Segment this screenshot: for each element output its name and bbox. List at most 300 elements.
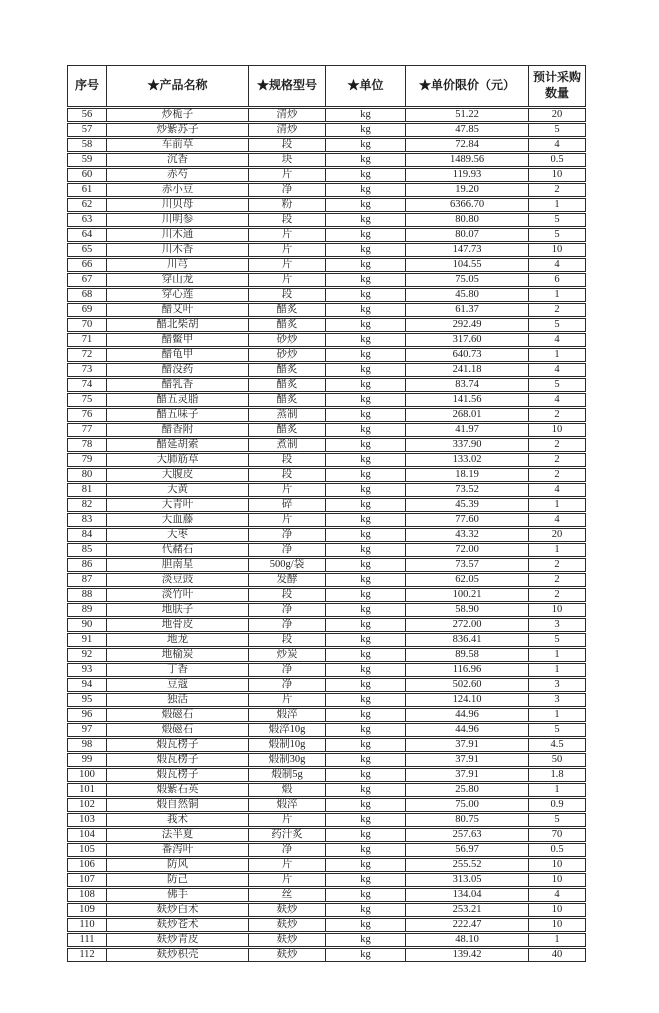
row-index-cell: 68 (67, 288, 107, 302)
unit-price-cell: 45.80 (406, 288, 529, 302)
quantity-cell: 6 (529, 273, 586, 287)
row-index-cell: 85 (67, 543, 107, 557)
unit-cell: kg (326, 468, 406, 482)
spec-model-cell: 蒸制 (249, 408, 326, 422)
table-row (67, 513, 586, 527)
unit-price-cell: 62.05 (406, 573, 529, 587)
unit-cell: kg (326, 693, 406, 707)
row-index-cell: 64 (67, 228, 107, 242)
unit-price-cell: 337.90 (406, 438, 529, 452)
column-header-index: 序号 (67, 65, 107, 107)
product-name-cell: 地骨皮 (107, 618, 249, 632)
unit-cell: kg (326, 168, 406, 182)
spec-model-cell: 净 (249, 618, 326, 632)
spec-model-cell: 醋炙 (249, 378, 326, 392)
product-name-cell: 番泻叶 (107, 843, 249, 857)
quantity-cell: 0.5 (529, 153, 586, 167)
unit-cell: kg (326, 288, 406, 302)
quantity-cell: 1 (529, 933, 586, 947)
column-header-planned-purchase-qty: 预计采购数量 (529, 65, 586, 107)
quantity-cell: 3 (529, 678, 586, 692)
unit-price-cell: 222.47 (406, 918, 529, 932)
quantity-cell: 1 (529, 543, 586, 557)
quantity-cell: 4 (529, 513, 586, 527)
unit-cell: kg (326, 708, 406, 722)
row-index-cell: 103 (67, 813, 107, 827)
unit-price-cell: 58.90 (406, 603, 529, 617)
table-row (67, 618, 586, 632)
unit-price-cell: 100.21 (406, 588, 529, 602)
quantity-cell: 5 (529, 633, 586, 647)
spec-model-cell: 醋炙 (249, 318, 326, 332)
row-index-cell: 101 (67, 783, 107, 797)
unit-price-cell: 73.52 (406, 483, 529, 497)
table-row (67, 678, 586, 692)
table-row (67, 558, 586, 572)
quantity-cell: 2 (529, 438, 586, 452)
unit-cell: kg (326, 333, 406, 347)
spec-model-cell: 片 (249, 273, 326, 287)
product-name-cell: 麸炒苍术 (107, 918, 249, 932)
spec-model-cell: 炒炭 (249, 648, 326, 662)
row-index-cell: 72 (67, 348, 107, 362)
table-row (67, 153, 586, 167)
spec-model-cell: 醋炙 (249, 303, 326, 317)
row-index-cell: 109 (67, 903, 107, 917)
product-name-cell: 淡豆豉 (107, 573, 249, 587)
table-row (67, 498, 586, 512)
row-index-cell: 62 (67, 198, 107, 212)
spec-model-cell: 丝 (249, 888, 326, 902)
row-index-cell: 71 (67, 333, 107, 347)
row-index-cell: 81 (67, 483, 107, 497)
spec-model-cell: 麸炒 (249, 948, 326, 962)
unit-cell: kg (326, 828, 406, 842)
table-row (67, 948, 586, 962)
table-row (67, 663, 586, 677)
quantity-cell: 3 (529, 693, 586, 707)
product-name-cell: 地龙 (107, 633, 249, 647)
column-header-product-name: ★产品名称 (107, 65, 249, 107)
row-index-cell: 95 (67, 693, 107, 707)
quantity-cell: 2 (529, 453, 586, 467)
product-name-cell: 淡竹叶 (107, 588, 249, 602)
product-name-cell: 赤小豆 (107, 183, 249, 197)
spec-model-cell: 片 (249, 258, 326, 272)
quantity-cell: 4 (529, 483, 586, 497)
product-name-cell: 莪术 (107, 813, 249, 827)
unit-price-cell: 313.05 (406, 873, 529, 887)
unit-cell: kg (326, 948, 406, 962)
product-name-cell: 佛手 (107, 888, 249, 902)
product-name-cell: 煅紫石英 (107, 783, 249, 797)
spec-model-cell: 净 (249, 843, 326, 857)
spec-model-cell: 碎 (249, 498, 326, 512)
table-row (67, 273, 586, 287)
unit-cell: kg (326, 588, 406, 602)
quantity-cell: 0.9 (529, 798, 586, 812)
unit-price-cell: 37.91 (406, 768, 529, 782)
spec-model-cell: 煅淬 (249, 798, 326, 812)
quantity-cell: 20 (529, 528, 586, 542)
row-index-cell: 73 (67, 363, 107, 377)
table-row (67, 258, 586, 272)
column-header-unit-price-limit: ★单价限价（元） (406, 65, 529, 107)
table-row (67, 303, 586, 317)
spec-model-cell: 麸炒 (249, 903, 326, 917)
table-row (67, 168, 586, 182)
unit-cell: kg (326, 228, 406, 242)
product-name-cell: 醋没药 (107, 363, 249, 377)
unit-cell: kg (326, 813, 406, 827)
row-index-cell: 67 (67, 273, 107, 287)
unit-price-cell: 44.96 (406, 723, 529, 737)
row-index-cell: 80 (67, 468, 107, 482)
quantity-cell: 1 (529, 348, 586, 362)
unit-cell: kg (326, 198, 406, 212)
row-index-cell: 70 (67, 318, 107, 332)
unit-price-cell: 73.57 (406, 558, 529, 572)
row-index-cell: 63 (67, 213, 107, 227)
spec-model-cell: 清炒 (249, 108, 326, 122)
quantity-cell: 2 (529, 558, 586, 572)
quantity-cell: 2 (529, 183, 586, 197)
table-row (67, 933, 586, 947)
unit-price-cell: 25.80 (406, 783, 529, 797)
column-header-spec-model: ★规格型号 (249, 65, 326, 107)
product-name-cell: 大枣 (107, 528, 249, 542)
product-name-cell: 川芎 (107, 258, 249, 272)
spec-model-cell: 段 (249, 138, 326, 152)
product-name-cell: 麸炒白术 (107, 903, 249, 917)
unit-price-cell: 72.00 (406, 543, 529, 557)
unit-price-cell: 134.04 (406, 888, 529, 902)
row-index-cell: 79 (67, 453, 107, 467)
quantity-cell: 10 (529, 168, 586, 182)
unit-cell: kg (326, 378, 406, 392)
quantity-cell: 4.5 (529, 738, 586, 752)
quantity-cell: 2 (529, 468, 586, 482)
row-index-cell: 88 (67, 588, 107, 602)
quantity-cell: 10 (529, 858, 586, 872)
quantity-cell: 10 (529, 918, 586, 932)
row-index-cell: 110 (67, 918, 107, 932)
product-name-cell: 胆南星 (107, 558, 249, 572)
unit-price-cell: 37.91 (406, 738, 529, 752)
table-row (67, 123, 586, 137)
unit-price-cell: 75.00 (406, 798, 529, 812)
unit-price-cell: 19.20 (406, 183, 529, 197)
spec-model-cell: 段 (249, 468, 326, 482)
spec-model-cell: 醋炙 (249, 393, 326, 407)
product-name-cell: 丁香 (107, 663, 249, 677)
quantity-cell: 4 (529, 258, 586, 272)
unit-price-cell: 72.84 (406, 138, 529, 152)
quantity-cell: 10 (529, 873, 586, 887)
unit-cell: kg (326, 258, 406, 272)
unit-price-cell: 147.73 (406, 243, 529, 257)
quantity-cell: 70 (529, 828, 586, 842)
unit-price-cell: 75.05 (406, 273, 529, 287)
product-name-cell: 车前草 (107, 138, 249, 152)
quantity-cell: 4 (529, 393, 586, 407)
unit-cell: kg (326, 903, 406, 917)
table-row (67, 333, 586, 347)
unit-cell: kg (326, 273, 406, 287)
row-index-cell: 56 (67, 108, 107, 122)
product-name-cell: 独活 (107, 693, 249, 707)
unit-cell: kg (326, 753, 406, 767)
row-index-cell: 87 (67, 573, 107, 587)
table-row (67, 813, 586, 827)
unit-cell: kg (326, 348, 406, 362)
product-name-cell: 穿山龙 (107, 273, 249, 287)
table-row (67, 573, 586, 587)
spec-model-cell: 段 (249, 588, 326, 602)
quantity-cell: 5 (529, 123, 586, 137)
product-name-cell: 煅磁石 (107, 708, 249, 722)
unit-cell: kg (326, 798, 406, 812)
quantity-cell: 2 (529, 408, 586, 422)
unit-cell: kg (326, 618, 406, 632)
row-index-cell: 65 (67, 243, 107, 257)
unit-cell: kg (326, 633, 406, 647)
unit-cell: kg (326, 393, 406, 407)
unit-cell: kg (326, 213, 406, 227)
quantity-cell: 1 (529, 498, 586, 512)
spec-model-cell: 醋炙 (249, 363, 326, 377)
unit-price-cell: 317.60 (406, 333, 529, 347)
unit-price-cell: 47.85 (406, 123, 529, 137)
table-row (67, 213, 586, 227)
unit-price-cell: 6366.70 (406, 198, 529, 212)
spec-model-cell: 煅淬 (249, 708, 326, 722)
unit-price-cell: 45.39 (406, 498, 529, 512)
quantity-cell: 5 (529, 228, 586, 242)
unit-cell: kg (326, 933, 406, 947)
table-row (67, 393, 586, 407)
table-row (67, 363, 586, 377)
quantity-cell: 2 (529, 573, 586, 587)
product-name-cell: 川明参 (107, 213, 249, 227)
unit-price-cell: 836.41 (406, 633, 529, 647)
unit-price-cell: 104.55 (406, 258, 529, 272)
unit-cell: kg (326, 408, 406, 422)
unit-cell: kg (326, 678, 406, 692)
quantity-cell: 4 (529, 888, 586, 902)
product-name-cell: 麸炒枳壳 (107, 948, 249, 962)
row-index-cell: 102 (67, 798, 107, 812)
row-index-cell: 111 (67, 933, 107, 947)
quantity-cell: 5 (529, 318, 586, 332)
table-row (67, 228, 586, 242)
unit-price-cell: 44.96 (406, 708, 529, 722)
unit-cell: kg (326, 483, 406, 497)
unit-cell: kg (326, 513, 406, 527)
spec-model-cell: 净 (249, 663, 326, 677)
product-name-cell: 穿心莲 (107, 288, 249, 302)
unit-price-cell: 18.19 (406, 468, 529, 482)
product-name-cell: 大青叶 (107, 498, 249, 512)
quantity-cell: 20 (529, 108, 586, 122)
spec-model-cell: 片 (249, 858, 326, 872)
unit-cell: kg (326, 138, 406, 152)
row-index-cell: 89 (67, 603, 107, 617)
table-row (67, 528, 586, 542)
product-name-cell: 大腹皮 (107, 468, 249, 482)
row-index-cell: 60 (67, 168, 107, 182)
unit-cell: kg (326, 243, 406, 257)
quantity-cell: 5 (529, 813, 586, 827)
product-name-cell: 代赭石 (107, 543, 249, 557)
table-row (67, 723, 586, 737)
unit-cell: kg (326, 768, 406, 782)
unit-cell: kg (326, 873, 406, 887)
spec-model-cell: 500g/袋 (249, 558, 326, 572)
unit-cell: kg (326, 888, 406, 902)
spec-model-cell: 净 (249, 543, 326, 557)
unit-cell: kg (326, 123, 406, 137)
table-row (67, 918, 586, 932)
product-name-cell: 豆蔻 (107, 678, 249, 692)
spec-model-cell: 净 (249, 678, 326, 692)
table-row (67, 783, 586, 797)
row-index-cell: 96 (67, 708, 107, 722)
spec-model-cell: 片 (249, 168, 326, 182)
product-name-cell: 炒紫苏子 (107, 123, 249, 137)
table-row (67, 348, 586, 362)
row-index-cell: 100 (67, 768, 107, 782)
column-header-unit: ★单位 (326, 65, 406, 107)
table-row (67, 408, 586, 422)
spec-model-cell: 片 (249, 813, 326, 827)
unit-cell: kg (326, 183, 406, 197)
quantity-cell: 10 (529, 243, 586, 257)
table-row (67, 468, 586, 482)
unit-price-cell: 80.07 (406, 228, 529, 242)
quantity-cell: 5 (529, 378, 586, 392)
row-index-cell: 106 (67, 858, 107, 872)
product-name-cell: 炒栀子 (107, 108, 249, 122)
quantity-cell: 50 (529, 753, 586, 767)
unit-price-cell: 640.73 (406, 348, 529, 362)
table-row (67, 483, 586, 497)
unit-cell: kg (326, 528, 406, 542)
spec-model-cell: 清炒 (249, 123, 326, 137)
spec-model-cell: 片 (249, 228, 326, 242)
quantity-cell: 1 (529, 288, 586, 302)
quantity-cell: 1 (529, 663, 586, 677)
table-row (67, 183, 586, 197)
unit-cell: kg (326, 783, 406, 797)
quantity-cell: 2 (529, 588, 586, 602)
unit-price-cell: 48.10 (406, 933, 529, 947)
spec-model-cell: 醋炙 (249, 423, 326, 437)
product-name-cell: 醋五灵脂 (107, 393, 249, 407)
unit-price-cell: 133.02 (406, 453, 529, 467)
spec-model-cell: 净 (249, 528, 326, 542)
table-row (67, 588, 586, 602)
unit-cell: kg (326, 918, 406, 932)
row-index-cell: 104 (67, 828, 107, 842)
product-name-cell: 防风 (107, 858, 249, 872)
row-index-cell: 93 (67, 663, 107, 677)
table-body (67, 108, 586, 962)
table-row (67, 318, 586, 332)
unit-cell: kg (326, 108, 406, 122)
quantity-cell: 10 (529, 603, 586, 617)
table-row (67, 873, 586, 887)
product-name-cell: 醋艾叶 (107, 303, 249, 317)
unit-price-cell: 124.10 (406, 693, 529, 707)
spec-model-cell: 麸炒 (249, 918, 326, 932)
spec-model-cell: 净 (249, 603, 326, 617)
table-row (67, 543, 586, 557)
table-row (67, 198, 586, 212)
row-index-cell: 66 (67, 258, 107, 272)
unit-cell: kg (326, 723, 406, 737)
row-index-cell: 74 (67, 378, 107, 392)
quantity-cell: 1 (529, 708, 586, 722)
row-index-cell: 57 (67, 123, 107, 137)
unit-price-cell: 83.74 (406, 378, 529, 392)
product-name-cell: 大血藤 (107, 513, 249, 527)
row-index-cell: 90 (67, 618, 107, 632)
product-name-cell: 大肺筋草 (107, 453, 249, 467)
table-row (67, 798, 586, 812)
spec-model-cell: 煅制10g (249, 738, 326, 752)
product-name-cell: 醋五味子 (107, 408, 249, 422)
product-name-cell: 醋延胡索 (107, 438, 249, 452)
quantity-cell: 40 (529, 948, 586, 962)
row-index-cell: 91 (67, 633, 107, 647)
spec-model-cell: 粉 (249, 198, 326, 212)
quantity-cell: 1 (529, 783, 586, 797)
product-name-cell: 醋龟甲 (107, 348, 249, 362)
unit-cell: kg (326, 303, 406, 317)
table-row (67, 108, 586, 122)
unit-price-cell: 502.60 (406, 678, 529, 692)
row-index-cell: 61 (67, 183, 107, 197)
table-row (67, 603, 586, 617)
row-index-cell: 58 (67, 138, 107, 152)
table-row (67, 288, 586, 302)
row-index-cell: 112 (67, 948, 107, 962)
table-row (67, 888, 586, 902)
unit-price-cell: 37.91 (406, 753, 529, 767)
spec-model-cell: 段 (249, 633, 326, 647)
unit-price-cell: 272.00 (406, 618, 529, 632)
quantity-cell: 5 (529, 723, 586, 737)
spec-model-cell: 煮制 (249, 438, 326, 452)
product-name-cell: 煅瓦楞子 (107, 768, 249, 782)
unit-price-cell: 61.37 (406, 303, 529, 317)
spec-model-cell: 药汁炙 (249, 828, 326, 842)
product-name-cell: 麸炒青皮 (107, 933, 249, 947)
row-index-cell: 84 (67, 528, 107, 542)
unit-cell: kg (326, 843, 406, 857)
unit-cell: kg (326, 438, 406, 452)
quantity-cell: 5 (529, 213, 586, 227)
unit-cell: kg (326, 663, 406, 677)
header-row (67, 65, 586, 107)
product-name-cell: 煅瓦楞子 (107, 738, 249, 752)
table-row (67, 633, 586, 647)
unit-cell: kg (326, 603, 406, 617)
product-name-cell: 煅瓦楞子 (107, 753, 249, 767)
unit-price-cell: 116.96 (406, 663, 529, 677)
unit-price-cell: 253.21 (406, 903, 529, 917)
